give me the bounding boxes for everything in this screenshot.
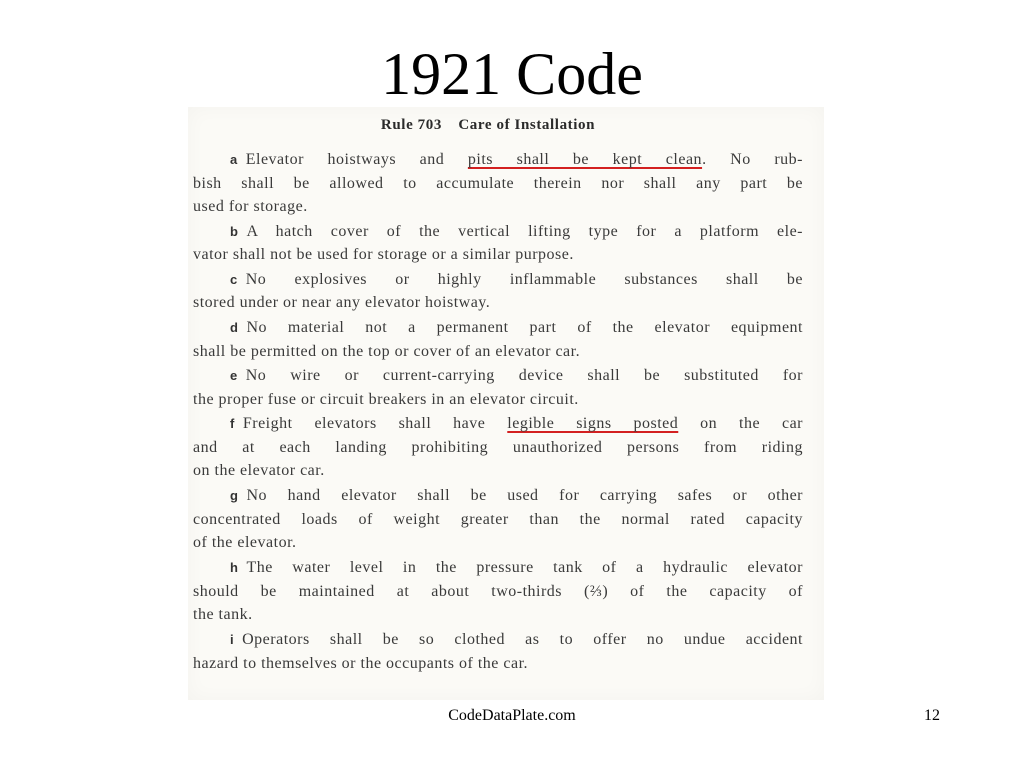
item-letter: i [230,632,235,647]
item-letter: f [230,416,235,431]
rule-line: vator shall not be used for storage or a similar purpose. [193,246,574,263]
item-letter: c [230,272,238,287]
item-letter: e [230,368,238,383]
rule-line: the tank. [193,606,253,623]
line-text: No explosives or highly inflammable substances shall be [245,271,803,288]
item-letter: b [230,224,239,239]
line-text: Elevator hoistways and [245,151,468,168]
line-text: Operators shall be so clothed as to offer no undue accident [242,631,803,648]
line-text: The water level in the pressure tank of a hydraulic elevator [246,559,803,576]
line-text: No material not a permanent part of the elevator equipment [246,319,803,336]
rule-line-h1 [230,558,803,578]
rule-line: on the elevator car. [193,462,325,479]
rule-line-e1 [230,366,803,386]
item-letter: d [230,320,239,335]
rule-line-a1 [230,150,803,170]
rule-line: used for storage. [193,198,308,215]
slide-title: 1921 Code [381,41,643,107]
rule-line: the proper fuse or circuit breakers in an elevator circuit. [193,391,579,408]
rule-line-b1 [230,222,803,242]
underlined-phrase: legible signs posted [507,415,679,432]
rule-line: concentrated loads of weight greater than the normal rated capacity [193,511,803,528]
rule-line: should be maintained at about two-thirds (⅔) of the capacity of [193,583,803,600]
rule-line: stored under or near any elevator hoistway. [193,294,491,311]
rule-line: and at each landing prohibiting unauthorized persons from riding [193,439,803,456]
rule-line: of the elevator. [193,534,297,551]
rule-line-g1 [230,486,803,506]
rule-line-i1 [230,630,803,650]
rule-line: bish shall be allowed to accumulate therein nor shall any part be [193,175,803,192]
line-text: No wire or current-carrying device shall be substituted for [245,367,803,384]
line-text: on the car [678,415,804,432]
line-text: A hatch cover of the vertical lifting type for a platform ele- [246,223,803,240]
line-text: Freight elevators shall have [242,415,508,432]
rule-line-c1 [230,270,803,290]
line-text: No hand elevator shall be used for carrying safes or other [246,487,803,504]
scanned-rule-page [188,107,824,700]
rule-title: Care of Installation [458,117,596,133]
slide-footer: CodeDataPlate.com [448,707,576,724]
underlined-phrase: pits shall be kept clean [467,151,703,168]
item-letter: a [230,152,238,167]
page-number: 12 [924,707,940,724]
rule-number: Rule 703 [380,117,442,133]
rule-line-d1 [230,318,803,338]
item-letter: h [230,560,239,575]
rule-heading [188,117,788,134]
rule-line: shall be permitted on the top or cover of an elevator car. [193,343,581,360]
item-letter: g [230,488,239,503]
line-text: . No rub- [702,151,803,168]
rule-line-f1 [230,414,803,434]
rule-line: hazard to themselves or the occupants of the car. [193,655,529,672]
